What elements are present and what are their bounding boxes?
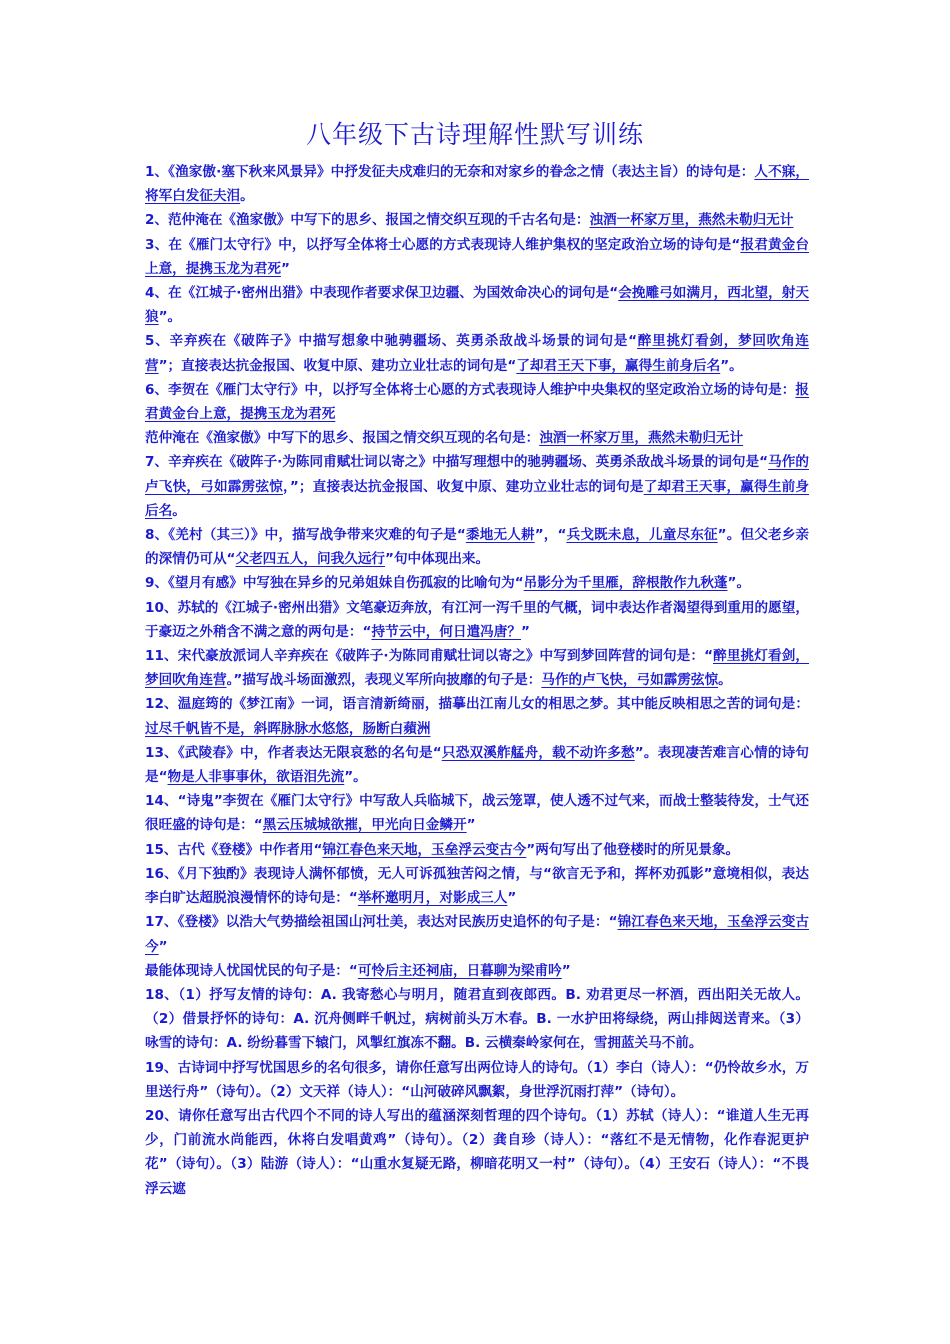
answer: 马作的卢飞快，弓如霹雳弦惊 [145,454,809,495]
question-17 [145,910,809,958]
question-20 [145,1104,809,1201]
answer: 吊影分为千里雁，辞根散作九秋蓬 [523,575,728,592]
question-text: 13、《武陵春》中，作者表达无限哀愁的名句是“ [145,744,442,761]
question-4 [145,281,809,329]
question-text-end: ”两句写出了他登楼时的所见景象。 [526,841,740,858]
question-text-end: ” [561,962,571,979]
question-text-end: ” [466,817,476,834]
question-text: 9、《望月有感》中写独在异乡的兄弟姐妹自伤孤寂的比喻句为“ [145,575,524,592]
question-6 [145,378,809,426]
question-16 [145,862,809,910]
question-text-mid: 。”描写战斗场面激烈，表现义军所向披靡的句子是： [226,672,542,689]
question-text: 12、温庭筠的《梦江南》一词，语言清新绮丽，描摹出江南儿女的相思之梦。其中能反映相思之苦的词句是： [145,696,809,713]
answer: 醉里挑灯看剑，梦回吹角连营 [145,648,809,689]
question-text: 8、《羌村（其三）》中，描写战争带来灾难的句子是“ [145,527,466,544]
question-17b [145,959,809,983]
question-text-end: ”。 [727,575,751,592]
answer: 过尽千帆皆不是，斜晖脉脉水悠悠，肠断白蘋洲 [145,720,431,737]
answer: 浊酒一杯家万里，燕然未勒归无计 [589,212,794,229]
question-text: 4、在《江城子·密州出猎》中表现作者要求保卫边疆、为国效命决心的词句是“ [145,285,619,302]
question-text: 范仲淹在《渔家傲》中写下的思乡、报国之情交织互现的名句是： [145,430,540,447]
answer: 醉里挑灯看剑，梦回吹角连营 [145,333,810,374]
question-text: 14、“诗鬼”李贺在《雁门太守行》中写敌人兵临城下，战云笼罩，使人透不过气来，而战士整装待发，士气还很旺盛的诗句是：“ [145,793,809,834]
question-11 [145,644,809,692]
question-text: 10、苏轼的《江城子·密州出猎》文笔豪迈奔放，有江河一泻千里的气概，词中表达作者渴望得到重用的愿望，于豪迈之外稍含不满之意的两句是：“ [145,599,809,640]
question-text-end: ”。 [158,309,182,326]
question-9 [145,571,809,595]
answer: 黍地无人耕 [465,527,535,544]
question-10 [145,596,809,644]
question-text-mid: ”，“ [534,527,567,544]
question-8 [145,523,809,571]
answer: 了却君王天下事，赢得生前身后名 [516,357,721,374]
answer: 报君黄金台上意，提携玉龙为君死 [145,236,810,277]
question-text-end: ” [280,260,290,277]
answer: 报君黄金台上意，提携玉龙为君死 [145,381,809,423]
question-3 [145,233,809,281]
question-text-mid: ”；直接表达抗金报国、收复中原、建功立业壮志的词句是“ [158,357,517,374]
answer: 会挽雕弓如满月，西北望，射天狼 [145,285,809,326]
question-text-end: ”。 [720,357,743,374]
question-text: 19、古诗词中抒写忧国思乡的名句很多，请你任意写出两位诗人的诗句。（1）李白（诗人）：“仍怜故乡水，万里送行舟”（诗句）。（2）文天祥（诗人）：“山河破碎风飘絮，身世浮沉雨打萍”（诗句）。 [145,1059,809,1100]
question-14 [145,789,809,837]
question-text: 11、宋代豪放派词人辛弃疾在《破阵子·为陈同甫赋壮词以寄之》中写到梦回阵营的词句是：“ [145,648,714,665]
question-7 [145,450,809,523]
answer: 物是人非事事休，欲语泪先流 [167,769,345,786]
question-text-end: ” [507,890,517,907]
answer: 人不寐，将军白发征夫泪 [145,164,810,205]
question-12 [145,692,809,740]
answer: 持节云中，何日遣冯唐？ [371,623,521,640]
question-text-end: ”。 [344,769,367,786]
question-6b [145,426,809,450]
question-5 [145,329,809,377]
question-text: 17、《登楼》以浩大气势描绘祖国山河壮美，表达对民族历史追怀的句子是：“ [145,914,618,931]
answer: 了却君王天事，赢得生前身后名 [145,478,810,519]
question-18 [145,983,809,1056]
answer: 可怜后主还祠庙，日暮聊为梁甫吟 [357,962,562,979]
answer: 举杯邀明月，对影成三人 [357,890,508,907]
question-text: 7、辛弃疾在《破阵子·为陈同甫赋壮词以寄之》中描写理想中的驰骋疆场、英勇杀敌战斗场景的词句是“ [145,454,769,471]
document-body [145,160,809,1201]
question-text-end: ” [158,938,168,955]
question-text: 2、范仲淹在《渔家傲》中写下的思乡、报国之情交织互现的千古名句是： [145,212,590,229]
answer: 锦江春色来天地，玉垒浮云变古今 [145,914,809,955]
question-text: 18、（1）抒写友情的诗句：A. 我寄愁心与明月，随君直到夜郎西。B. 劝君更尽一杯酒，西出阳关无故人。（2）借景抒怀的诗句：A. 沉舟侧畔千帆过，病树前头万木春。B. 一水护田将绿绕，两山排闼送青来。（3）咏雪的诗句：A. 纷纷暮雪下辕门，风掣红旗冻不翻。B. 云横秦岭家何在，雪拥蓝关马不前。 [145,986,809,1052]
answer: 只恐双溪舴艋舟，载不动许多愁 [441,744,635,761]
question-text-mid: ”。表现凄苦难言心情的诗句是“ [145,744,809,786]
question-text-end: 。 [172,502,186,519]
question-text-end: ”句中体现出来。 [385,551,490,568]
question-text: 16、《月下独酌》表现诗人满怀郁愤，无人可诉孤独苦闷之情，与“欲言无予和，挥杯劝孤影”意境相似，表达李白旷达超脱浪漫情怀的诗句是：“ [145,865,809,907]
question-text: 1、《渔家傲·塞下秋来风景异》中抒发征夫戍难归的无奈和对家乡的眷念之情（表达主旨）的诗句是： [145,164,755,180]
question-text: 最能体现诗人忧国忧民的句子是：“ [145,962,358,979]
question-2 [145,208,809,232]
answer: 黑云压城城欲摧，甲光向日金鳞开 [262,817,467,834]
page-title: 八年级下古诗理解性默写训练 [305,120,644,149]
answer: 马作的卢飞快，弓如霹雳弦惊 [541,672,719,689]
question-text-mid: ”。但父老乡亲的深情仍可从“ [145,527,810,568]
question-1 [145,160,809,208]
question-text-end: 。 [240,188,254,205]
question-text-mid: ，”；直接表达抗金报国、收复中原、建功立业壮志的词句是 [282,478,644,495]
question-text: 20、请你任意写出古代四个不同的诗人写出的蕴涵深刻哲理的四个诗句。（1）苏轼（诗人）：“谁道人生无再少，门前流水尚能西，休将白发唱黄鸡”（诗句）。（2）龚自珍（诗人）：“落红不是无情物，化作春泥更护花”（诗句）。（3）陆游（诗人）：“山重水复疑无路，柳暗花明又一村”（诗句）。（4）王安石（诗人）：“不畏浮云遮 [145,1107,809,1197]
answer: 父老四五人，问我久远行 [235,551,386,568]
question-text: 5、辛弃疾在《破阵子》中描写想象中驰骋疆场、英勇杀敌战斗场景的词句是“ [145,333,638,350]
question-text-end: ” [520,623,530,640]
question-text: 3、在《雁门太守行》中，以抒写全体将士心愿的方式表现诗人维护集权的坚定政治立场的诗句是“ [145,236,741,253]
question-text: 15、古代《登楼》中作者用“ [145,841,323,858]
answer: 浊酒一杯家万里，燕然未勒归无计 [539,430,744,447]
question-19 [145,1056,809,1104]
answer: 兵戈既未息，儿童尽东征 [566,527,718,544]
question-15 [145,838,809,862]
question-13 [145,741,809,789]
answer: 锦江春色来天地，玉垒浮云变古今 [322,841,527,858]
question-text: 6、李贺在《雁门太守行》中，以抒写全体将士心愿的方式表现诗人维护中央集权的坚定政治立场的诗句是： [145,381,796,398]
question-text-end: 。 [718,672,732,689]
